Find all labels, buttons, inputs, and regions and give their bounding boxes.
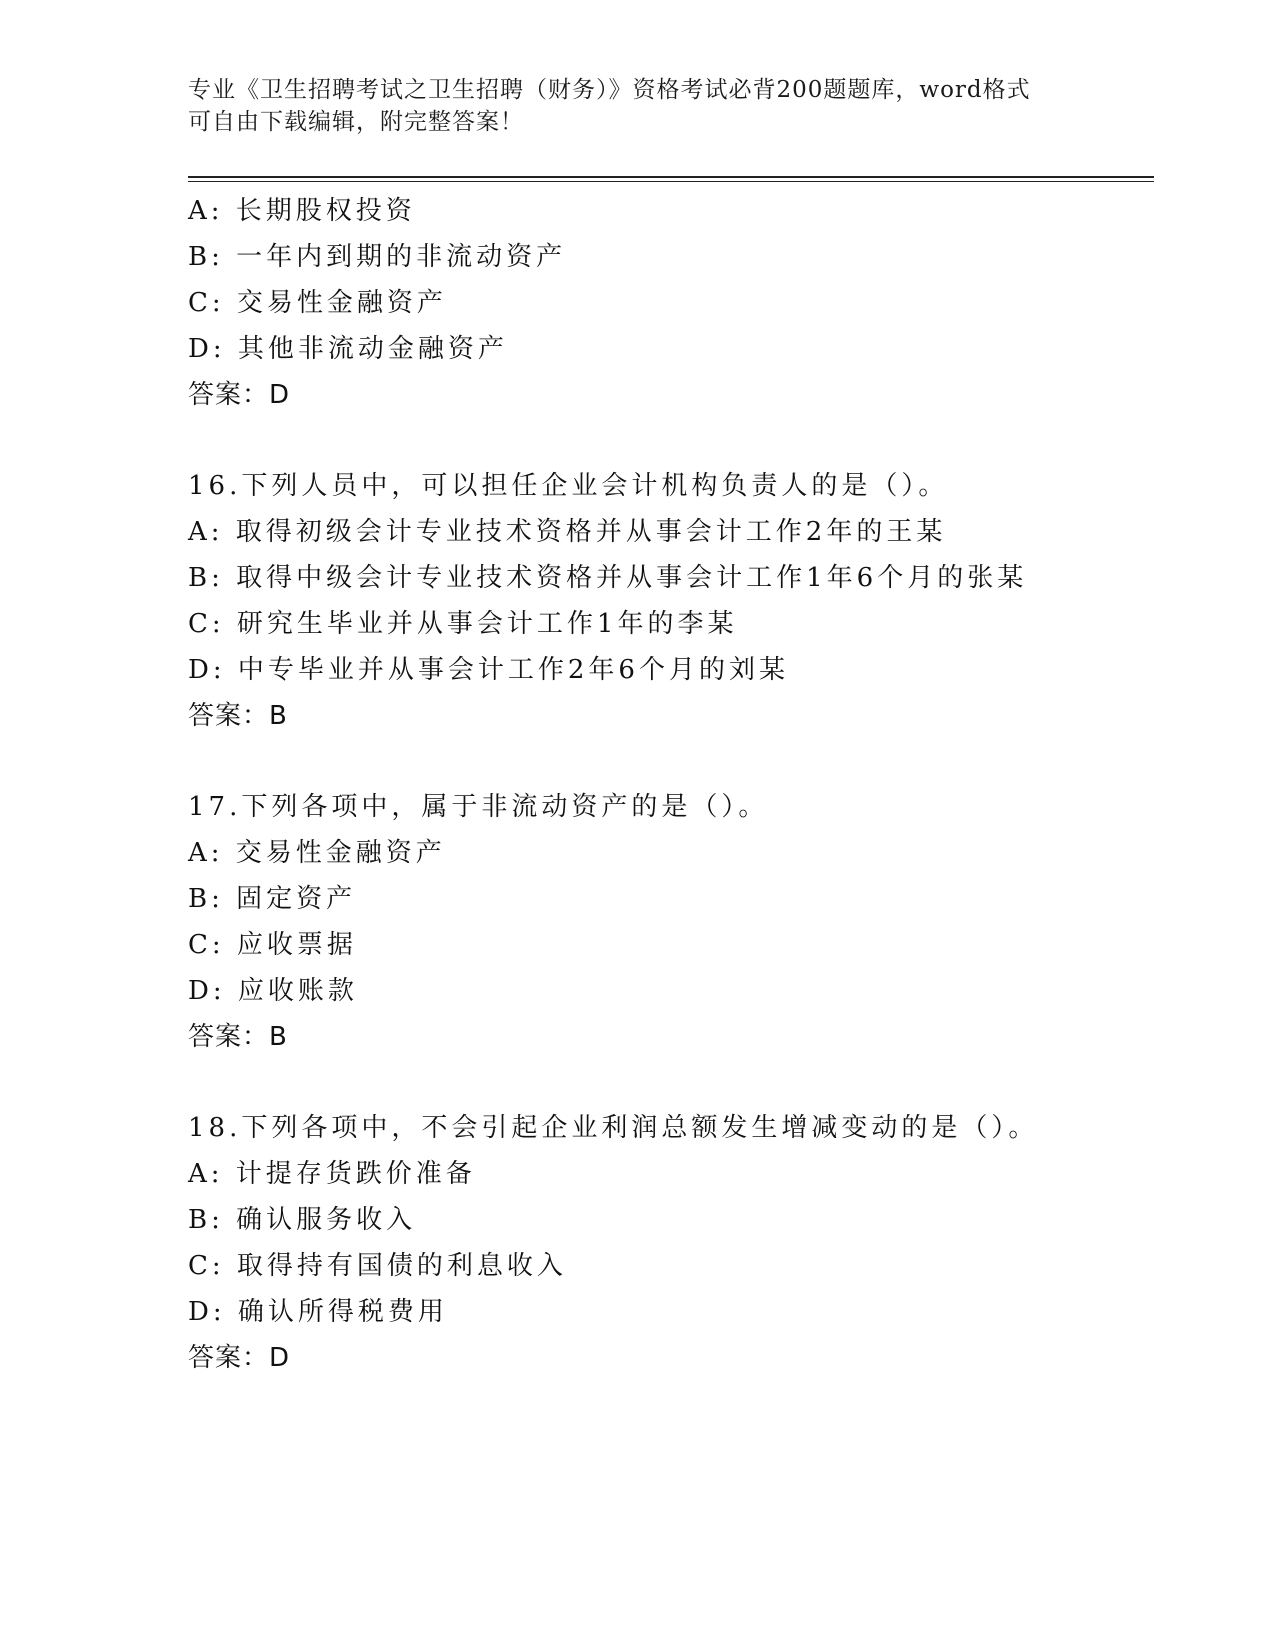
option-d: D: 中专毕业并从事会计工作2年6个月的刘某 [188,655,789,685]
question-list [188,188,1148,1381]
option-c: C: 取得持有国债的利息收入 [188,1251,567,1281]
option-b: B: 一年内到期的非流动资产 [188,242,567,272]
document-header [188,74,1088,138]
header-line-2: 可自由下载编辑，附完整答案！ [188,109,524,135]
question-stem: 18.下列各项中，不会引起企业利润总额发生增减变动的是（）。 [188,1113,1039,1143]
question-stem: 16.下列人员中，可以担任企业会计机构负责人的是（）。 [188,471,949,501]
option-c: C: 研究生毕业并从事会计工作1年的李某 [188,609,738,639]
option-d: D: 确认所得税费用 [188,1297,448,1327]
answer-line: 答案：B [188,1022,288,1052]
option-c: C: 应收票据 [188,930,357,960]
question-spacer [188,739,1148,784]
option-d: D: 其他非流动金融资产 [188,334,508,364]
answer-line: 答案：D [188,1343,291,1373]
answer-line: 答案：D [188,380,291,410]
question-16 [188,463,1148,739]
header-divider-thick [188,176,1154,178]
question-spacer [188,418,1148,463]
option-a: A: 交易性金融资产 [188,838,446,868]
option-a: A: 取得初级会计专业技术资格并从事会计工作2年的王某 [188,517,947,547]
answer-line: 答案：B [188,701,288,731]
header-line-1: 专业《卫生招聘考试之卫生招聘（财务）》资格考试必背200题题库，word格式 [188,77,1031,103]
option-b: B: 固定资产 [188,884,357,914]
option-a: A: 计提存货跌价准备 [188,1159,476,1189]
question-stem: 17.下列各项中，属于非流动资产的是（）。 [188,792,769,822]
option-b: B: 取得中级会计专业技术资格并从事会计工作1年6个月的张某 [188,563,1028,593]
option-d: D: 应收账款 [188,976,358,1006]
question-18 [188,1105,1148,1381]
question-spacer [188,1060,1148,1105]
option-a: A: 长期股权投资 [188,196,416,226]
header-divider-thin [188,181,1154,182]
question-fragment [188,188,1148,418]
option-b: B: 确认服务收入 [188,1205,417,1235]
option-c: C: 交易性金融资产 [188,288,447,318]
question-17 [188,784,1148,1060]
